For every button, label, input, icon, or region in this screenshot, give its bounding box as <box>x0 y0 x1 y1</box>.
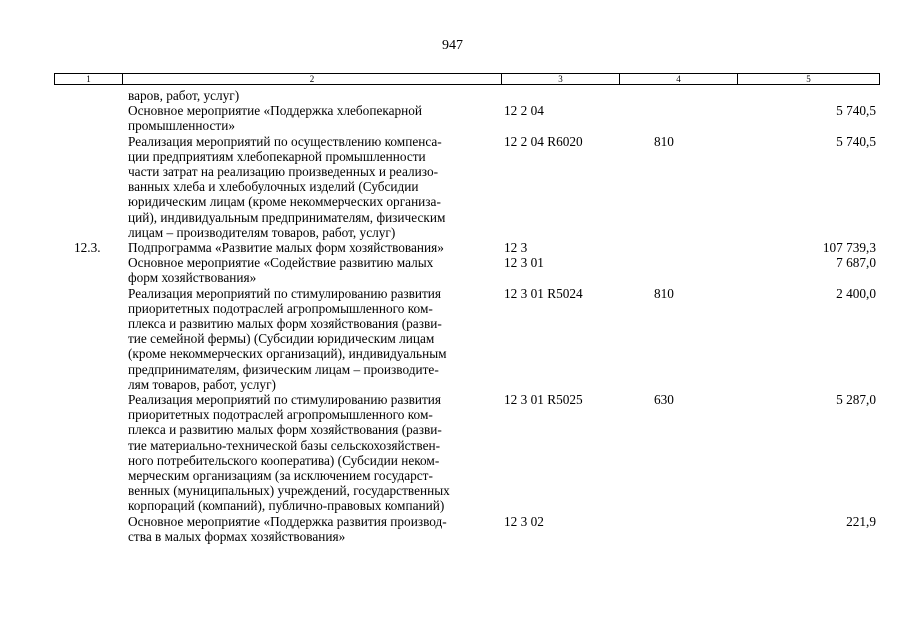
row-name: тие материально-технической базы сельскохозяйствен- <box>128 437 441 453</box>
row-type <box>634 194 734 209</box>
row-code <box>498 88 634 103</box>
row-number <box>54 331 122 346</box>
table-row <box>54 134 880 149</box>
row-type <box>634 164 734 179</box>
row-number <box>54 225 122 240</box>
row-amount <box>734 270 880 285</box>
table-row <box>54 514 880 529</box>
row-code <box>498 179 634 194</box>
table-row <box>54 210 880 225</box>
row-name: ного потребительского кооператива) (Субсидии неком- <box>128 452 440 468</box>
row-code <box>498 468 634 483</box>
row-type <box>634 301 734 316</box>
row-type <box>634 331 734 346</box>
row-name: Основное мероприятие «Поддержка развития производ- <box>128 513 447 529</box>
row-code <box>498 362 634 377</box>
row-type <box>634 346 734 361</box>
row-name: Реализация мероприятий по стимулированию развития <box>128 392 442 408</box>
row-type <box>634 88 734 103</box>
row-name: тие семейной фермы) (Субсидии юридическим лицам <box>128 331 435 347</box>
row-type <box>634 103 734 118</box>
row-code <box>498 210 634 225</box>
column-header-2: 2 <box>123 74 502 84</box>
row-code <box>498 422 634 437</box>
row-number <box>54 498 122 513</box>
row-amount <box>734 422 880 437</box>
row-name: (кроме некоммерческих организаций), индивидуальным <box>128 346 447 362</box>
row-number <box>54 118 122 133</box>
row-amount <box>734 194 880 209</box>
row-code <box>498 407 634 422</box>
row-name: Основное мероприятие «Поддержка хлебопекарной <box>128 103 423 119</box>
table-row <box>54 179 880 194</box>
column-header-1: 1 <box>55 74 123 84</box>
row-code <box>498 529 634 544</box>
table-row <box>54 270 880 285</box>
row-type <box>634 149 734 164</box>
row-number <box>54 194 122 209</box>
row-number <box>54 377 122 392</box>
row-type: 810 <box>654 133 674 149</box>
row-amount <box>734 316 880 331</box>
row-type <box>634 468 734 483</box>
row-name: лицам – производителям товаров, работ, услуг) <box>128 224 396 240</box>
row-type <box>634 514 734 529</box>
row-number <box>54 362 122 377</box>
row-type <box>634 377 734 392</box>
row-number <box>54 179 122 194</box>
table-row <box>54 346 880 361</box>
table-row <box>54 362 880 377</box>
table-row <box>54 377 880 392</box>
row-number <box>54 316 122 331</box>
table-row <box>54 407 880 422</box>
row-code <box>498 346 634 361</box>
column-header-4: 4 <box>620 74 738 84</box>
row-name: лям товаров, работ, услуг) <box>128 376 276 392</box>
table-body <box>54 88 880 544</box>
table-row <box>54 453 880 468</box>
row-code: 12 2 04 <box>504 103 544 119</box>
column-header-3: 3 <box>502 74 620 84</box>
row-name: форм хозяйствования» <box>128 270 257 286</box>
row-type <box>634 529 734 544</box>
row-number <box>54 164 122 179</box>
row-name: варов, работ, услуг) <box>128 88 240 103</box>
column-header-5: 5 <box>806 74 811 84</box>
table-row <box>54 392 880 407</box>
row-name: предпринимателям, физическим лицам – производите- <box>128 361 439 377</box>
row-type <box>634 498 734 513</box>
row-amount: 5 740,5 <box>836 133 876 149</box>
row-number <box>54 134 122 149</box>
table-row <box>54 118 880 133</box>
table-row <box>54 483 880 498</box>
row-number: 12.3. <box>74 240 101 256</box>
row-code <box>498 438 634 453</box>
table-row <box>54 331 880 346</box>
row-name: ства в малых формах хозяйствования» <box>128 528 346 544</box>
row-name: приоритетных подотраслей агропромышленного ком- <box>128 407 433 423</box>
row-name: плекса и развитию малых форм хозяйствования (разви- <box>128 422 442 438</box>
row-amount <box>734 468 880 483</box>
row-code <box>498 270 634 285</box>
row-number <box>54 286 122 301</box>
table-row <box>54 194 880 209</box>
row-amount <box>734 362 880 377</box>
row-amount <box>734 225 880 240</box>
row-number <box>54 422 122 437</box>
row-amount <box>734 438 880 453</box>
row-name: приоритетных подотраслей агропромышленного ком- <box>128 300 433 316</box>
row-name: венных (муниципальных) учреждений, государственных <box>128 483 450 499</box>
table-row <box>54 422 880 437</box>
row-amount <box>734 453 880 468</box>
table-row <box>54 240 880 255</box>
row-name: Основное мероприятие «Содействие развитию малых <box>128 255 434 271</box>
table-row <box>54 316 880 331</box>
row-name: промышленности» <box>128 118 235 134</box>
row-number <box>54 407 122 422</box>
row-code <box>498 377 634 392</box>
row-type <box>634 407 734 422</box>
row-amount: 107 739,3 <box>822 240 876 256</box>
row-amount <box>734 498 880 513</box>
row-number <box>54 453 122 468</box>
row-code <box>498 118 634 133</box>
row-number <box>54 346 122 361</box>
row-type: 810 <box>654 285 674 301</box>
row-number <box>54 270 122 285</box>
page-number: 947 <box>442 38 463 53</box>
row-number <box>54 468 122 483</box>
row-number <box>54 392 122 407</box>
row-code: 12 3 01 R5024 <box>504 285 583 301</box>
row-amount <box>734 179 880 194</box>
table-row <box>54 149 880 164</box>
row-number <box>54 301 122 316</box>
row-type: 630 <box>654 392 674 408</box>
row-amount <box>734 331 880 346</box>
table-row <box>54 468 880 483</box>
row-number <box>54 255 122 270</box>
row-code: 12 3 02 <box>504 513 544 529</box>
row-amount <box>734 118 880 133</box>
row-name: ций), индивидуальным предпринимателям, физическим <box>128 209 446 225</box>
row-amount <box>734 210 880 225</box>
row-code <box>498 164 634 179</box>
row-type <box>634 453 734 468</box>
row-type <box>634 316 734 331</box>
row-type <box>634 225 734 240</box>
row-amount: 221,9 <box>846 513 876 529</box>
row-number <box>54 514 122 529</box>
row-number <box>54 149 122 164</box>
table-row <box>54 498 880 513</box>
row-amount <box>734 483 880 498</box>
row-name: юридическим лицам (кроме некоммерческих организа- <box>128 194 441 210</box>
row-name: части затрат на реализацию произведенных и реализо- <box>128 164 439 180</box>
row-code <box>498 301 634 316</box>
row-amount: 2 400,0 <box>836 285 876 301</box>
table-row <box>54 529 880 544</box>
row-type <box>634 118 734 133</box>
row-name: плекса и развитию малых форм хозяйствования (разви- <box>128 316 442 332</box>
row-type <box>634 422 734 437</box>
row-type <box>634 270 734 285</box>
row-amount <box>734 407 880 422</box>
row-type <box>634 362 734 377</box>
row-code: 12 3 <box>504 240 528 256</box>
row-number <box>54 103 122 118</box>
row-type <box>634 255 734 270</box>
row-code: 12 3 01 R5025 <box>504 392 583 408</box>
table-row <box>54 438 880 453</box>
row-type <box>634 240 734 255</box>
row-code <box>498 194 634 209</box>
table-row <box>54 286 880 301</box>
row-name: ции предприятиям хлебопекарной промышленности <box>128 148 426 164</box>
row-amount <box>734 346 880 361</box>
row-number <box>54 210 122 225</box>
table-column-header <box>54 73 880 85</box>
row-number <box>54 88 122 103</box>
row-amount <box>734 164 880 179</box>
row-name: Реализация мероприятий по осуществлению компенса- <box>128 133 442 149</box>
table-row <box>54 301 880 316</box>
row-name: мерческим организациям (за исключением государст- <box>128 468 433 484</box>
row-name: ванных хлеба и хлебобулочных изделий (Субсидии <box>128 179 419 195</box>
row-amount <box>734 149 880 164</box>
row-name: корпораций (компаний), публично-правовых компаний) <box>128 498 445 514</box>
row-code <box>498 483 634 498</box>
row-code <box>498 225 634 240</box>
row-amount: 7 687,0 <box>836 255 876 271</box>
row-amount <box>734 529 880 544</box>
row-code <box>498 316 634 331</box>
table-row <box>54 88 880 103</box>
row-amount: 5 740,5 <box>836 103 876 119</box>
row-code <box>498 149 634 164</box>
row-name: Реализация мероприятий по стимулированию развития <box>128 285 442 301</box>
row-code <box>498 453 634 468</box>
table-row <box>54 103 880 118</box>
row-code <box>498 498 634 513</box>
row-code <box>498 331 634 346</box>
row-number <box>54 438 122 453</box>
row-type <box>634 179 734 194</box>
row-amount <box>734 301 880 316</box>
row-number <box>54 529 122 544</box>
row-code: 12 2 04 R6020 <box>504 133 583 149</box>
row-amount: 5 287,0 <box>836 392 876 408</box>
row-type <box>634 210 734 225</box>
row-amount <box>734 377 880 392</box>
row-code: 12 3 01 <box>504 255 544 271</box>
row-number <box>54 483 122 498</box>
table-row <box>54 255 880 270</box>
table-row <box>54 225 880 240</box>
row-name: Подпрограмма «Развитие малых форм хозяйствования» <box>128 240 444 256</box>
table-row <box>54 164 880 179</box>
row-amount <box>734 88 880 103</box>
row-type <box>634 483 734 498</box>
row-type <box>634 438 734 453</box>
